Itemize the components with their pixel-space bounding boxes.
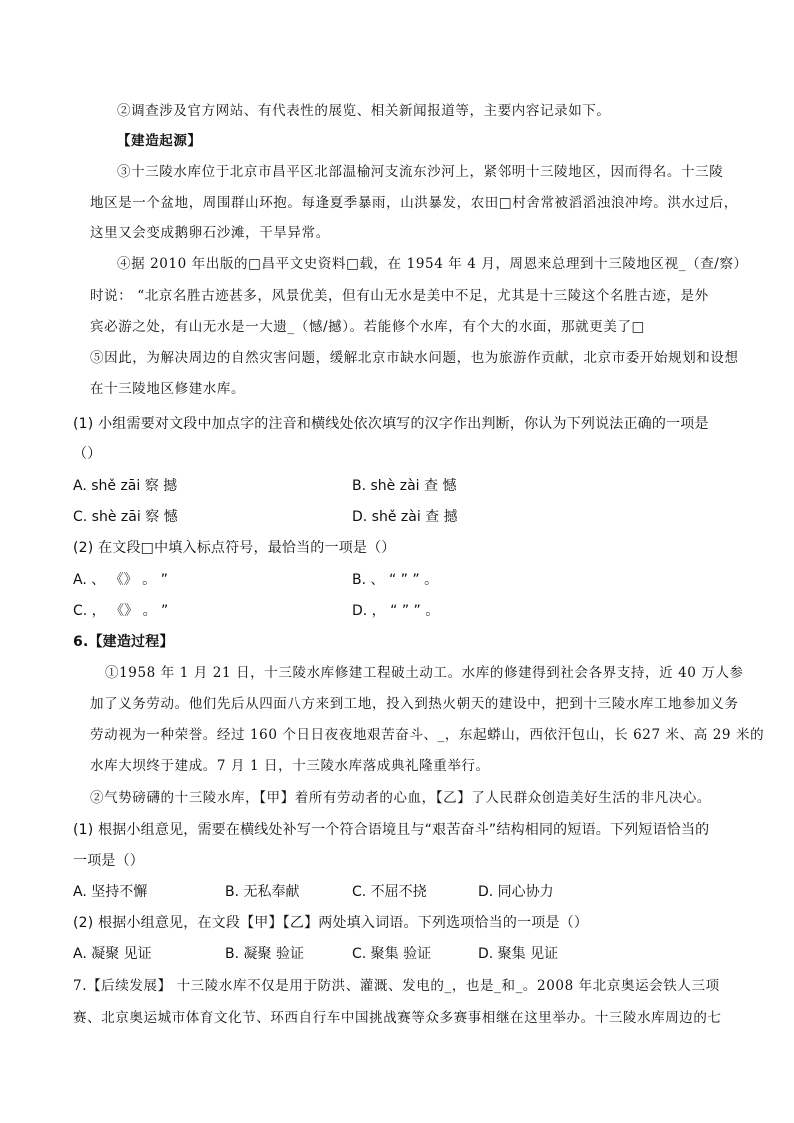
question-3-stem-line-1: (1) 根据小组意见，需要在横线处补写一个符合语境且与“艰苦奋斗”结构相同的短语。下列短语恰当的 (73, 822, 710, 838)
paragraph-4-line-3: 宾必游之处，有山无水是一大遗_（憾/撼）。若能修个水库，有个大的水面，那就更美了□ (90, 319, 645, 335)
paragraph-3-line-2: 地区是一个盆地，周围群山环抱。每逢夏季暴雨，山洪暴发，农田□村舍常被滔滔浊浪冲垮。洪水过后， (90, 195, 738, 211)
q2-option-a[interactable]: A. 、 《》 。 ” (73, 572, 168, 588)
q2-option-b[interactable]: B. 、 “ ” ” 。 (352, 572, 439, 588)
paragraph-3-line-3: 这里又会变成鹅卵石沙滩，干旱异常。 (90, 225, 330, 241)
question-4-stem: (2) 根据小组意见，在文段【甲】【乙】两处填入词语。下列选项恰当的一项是（） (73, 915, 589, 931)
section-7-line-2: 赛、北京奥运城市体育文化节、环西自行车中国挑战赛等众多赛事相继在这里举办。十三陵水库周边的七 (73, 1010, 722, 1026)
q3-option-c[interactable]: C. 不屈不挠 (352, 884, 427, 900)
q2-option-d[interactable]: D. ， “ ” ” 。 (352, 603, 440, 619)
q3-option-d[interactable]: D. 同心协力 (478, 884, 554, 900)
question-3-stem-line-2: 一项是（） (73, 853, 144, 869)
question-1-stem-line-2: （） (73, 446, 102, 462)
paragraph-4-line-2: 时说： “北京名胜古迹甚多，风景优美，但有山无水是美中不足，尤其是十三陵这个名胜古迹，是外 (90, 288, 709, 304)
paragraph-2: ②调查涉及官方网站、有代表性的展览、相关新闻报道等，主要内容记录如下。 (117, 103, 611, 119)
q3-option-b[interactable]: B. 无私奉献 (225, 884, 300, 900)
paragraph-6-line-4: 水库大坝终于建成。7 月 1 日，十三陵水库落成典礼隆重举行。 (90, 758, 490, 774)
paragraph-6-line-1: ①1958 年 1 月 21 日，十三陵水库修建工程破土动工。水库的修建得到社会各界支持，近 40 万人参 (105, 665, 744, 681)
question-2-stem: (2) 在文段□中填入标点符号，最恰当的一项是（） (73, 540, 396, 556)
paragraph-5-line-1: ⑤因此，为解决周边的自然灾害问题，缓解北京市缺水问题，也为旅游作贡献，北京市委开始规划和设想 (90, 350, 739, 366)
section-6-heading: 6.【建造过程】 (73, 634, 174, 650)
question-1-stem-line-1: (1) 小组需要对文段中加点字的注音和横线处依次填写的汉字作出判断，你认为下列说法正确的一项是 (73, 416, 709, 432)
paragraph-6-line-3: 劳动视为一种荣誉。经过 160 个日日夜夜地艰苦奋斗、_，东起蟒山，西依汗包山，长 627 米、高 29 米的 (90, 727, 765, 743)
paragraph-3-line-1: ③十三陵水库位于北京市昌平区北部温榆河支流东沙河上，紧邻明十三陵地区，因而得名。十三陵 (117, 164, 724, 180)
paragraph-5-line-2: 在十三陵地区修建水库。 (90, 381, 246, 397)
q1-option-a[interactable]: A. shě zāi 察 撼 (73, 478, 178, 494)
q1-option-c[interactable]: C. shè zāi 察 憾 (73, 509, 178, 525)
q4-option-a[interactable]: A. 凝聚 见证 (73, 946, 152, 962)
q4-option-d[interactable]: D. 聚集 见证 (478, 946, 559, 962)
q2-option-c[interactable]: C. ， 《》 。 ” (73, 603, 169, 619)
q4-option-c[interactable]: C. 聚集 验证 (352, 946, 432, 962)
heading-origin: 【建造起源】 (117, 133, 202, 149)
q1-option-b[interactable]: B. shè zài 查 憾 (352, 478, 457, 494)
section-7-line-1: 7.【后续发展】 十三陵水库不仅是用于防洪、灌溉、发电的_，也是_和_。2008 年北京奥运会铁人三项 (73, 978, 720, 994)
paragraph-6-line-5: ②气势磅礴的十三陵水库，【甲】着所有劳动者的心血，【乙】了人民群众创造美好生活的非凡决心。 (90, 790, 711, 806)
q3-option-a[interactable]: A. 坚持不懈 (73, 884, 148, 900)
paragraph-4-line-1: ④据 2010 年出版的□昌平文史资料□载，在 1954 年 4 月，周恩来总理到十三陵地区视_（查/察） (117, 256, 748, 272)
q1-option-d[interactable]: D. shě zài 查 撼 (352, 509, 458, 525)
q4-option-b[interactable]: B. 凝聚 验证 (225, 946, 304, 962)
paragraph-6-line-2: 加了义务劳动。他们先后从四面八方来到工地，投入到热火朝天的建设中，把到十三陵水库工地参加义务 (90, 696, 739, 712)
